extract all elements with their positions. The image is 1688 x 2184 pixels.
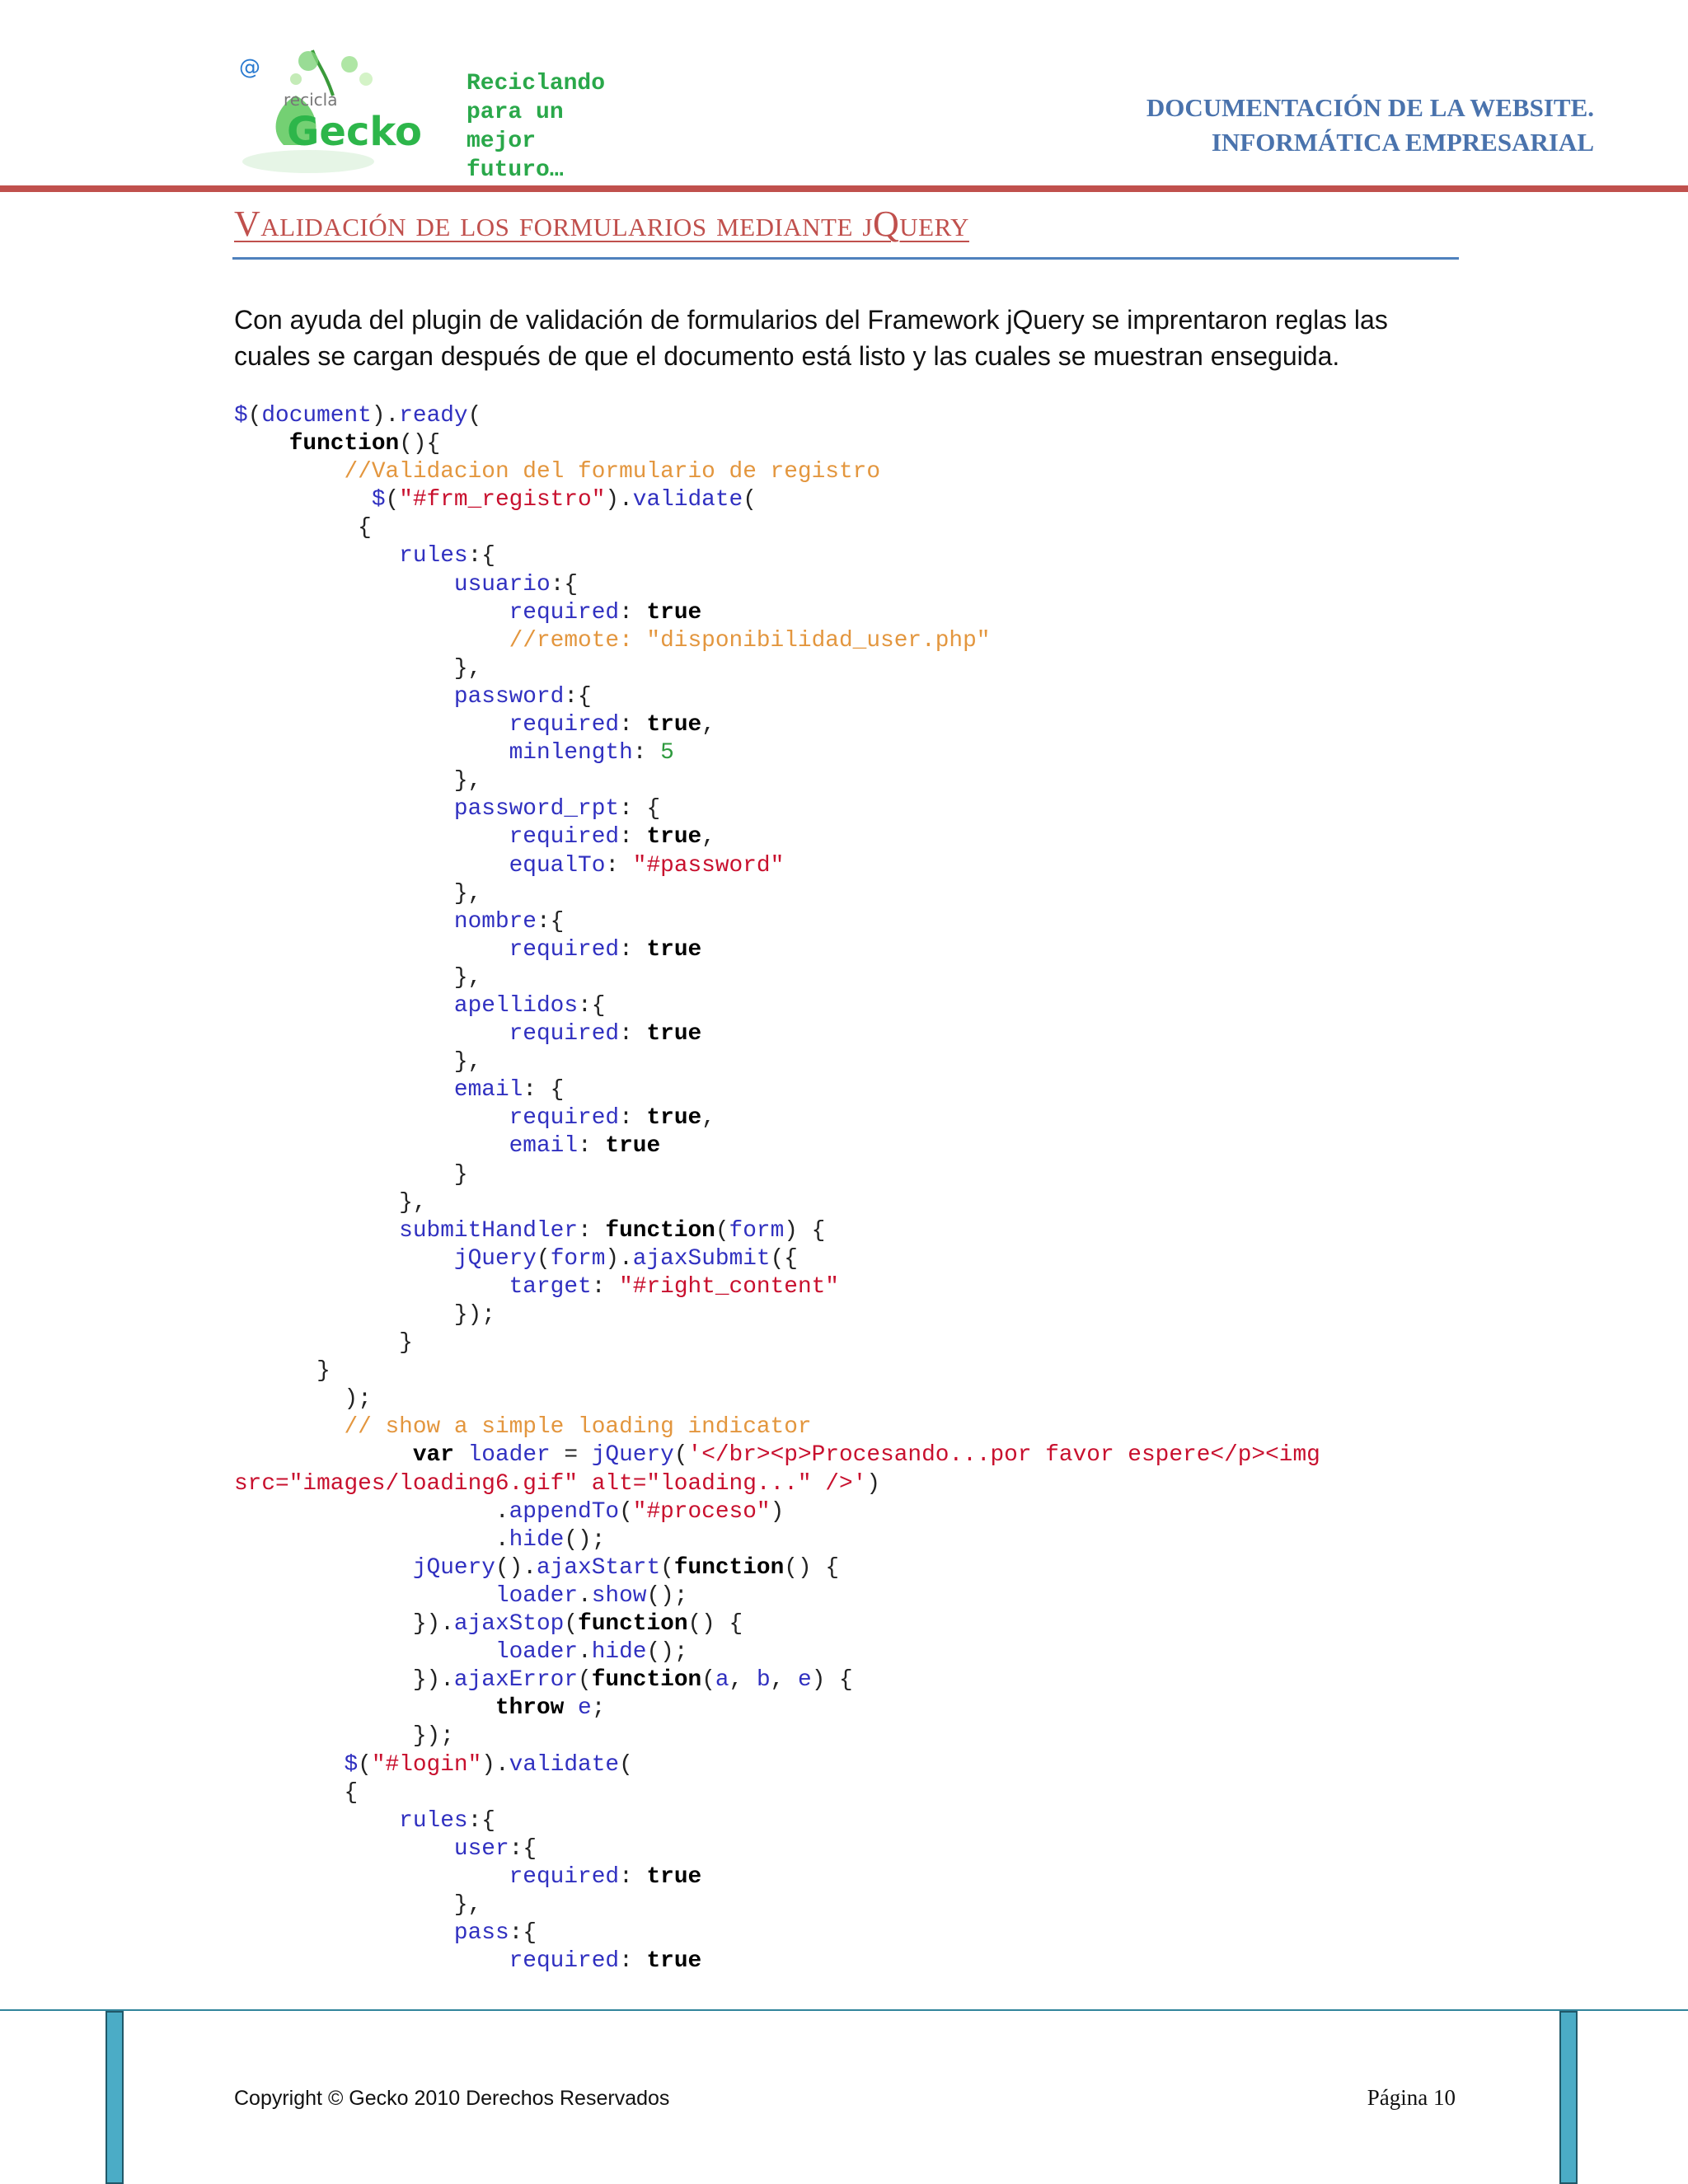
code-token: : [632, 740, 661, 766]
code-token: }, [234, 1049, 482, 1076]
code-line [234, 1638, 1320, 1666]
code-line [234, 1947, 1320, 1975]
code-token: true [646, 824, 702, 851]
footer-divider [0, 2009, 1688, 2011]
code-line [234, 880, 1320, 908]
code-line [234, 1020, 1320, 1048]
code-line [234, 908, 1320, 936]
footer-right-bar [1559, 2011, 1578, 2184]
code-token: show [591, 1582, 647, 1609]
code-line [234, 1666, 1320, 1694]
code-token: //remote: "disponibilidad_user.php" [509, 627, 991, 654]
code-token: e [578, 1695, 592, 1722]
code-token: required [509, 824, 620, 851]
code-token: . [578, 1639, 592, 1666]
code-token [454, 1442, 468, 1468]
code-token: true [646, 1948, 702, 1975]
code-token: }, [234, 1891, 482, 1918]
code-token [234, 684, 454, 710]
code-line [234, 1273, 1320, 1301]
code-token: true [646, 936, 702, 963]
code-token [234, 1555, 413, 1581]
code-token: : [619, 936, 647, 963]
code-line [234, 627, 1320, 655]
code-line [234, 430, 1320, 458]
code-token: loader [495, 1639, 579, 1666]
title-underline-rule [232, 257, 1459, 260]
code-token: b [756, 1667, 771, 1694]
code-token [234, 431, 289, 457]
code-token: ( [358, 1751, 372, 1778]
code-token: . [578, 1582, 592, 1609]
code-token: //Validacion del formulario de registro [344, 459, 881, 485]
intro-paragraph: Con ayuda del plugin de validación de formularios del Framework jQuery se imprentaron reglas las cuales se cargan después de que el documento está listo y las cuales se muestran enseguida. [234, 305, 1388, 371]
code-token: ). [371, 403, 400, 429]
logo-text: Gecko [287, 109, 423, 155]
code-token: ) [866, 1470, 881, 1497]
code-token: ( [619, 1498, 633, 1525]
code-token: ( [578, 1667, 592, 1694]
code-token: :{ [564, 683, 592, 710]
code-token: ). [481, 1751, 509, 1778]
code-token [234, 1583, 495, 1609]
code-line [234, 1357, 1320, 1385]
code-token: : [591, 1273, 620, 1300]
code-token: validate [632, 487, 743, 513]
code-token: , [701, 712, 715, 738]
code-token: ( [701, 1667, 715, 1694]
section-title: Validación de los formularios mediante jQuery [234, 204, 969, 244]
copyright-text: Copyright © Gecko 2010 Derechos Reservados [234, 2087, 670, 2110]
code-line [234, 1722, 1320, 1750]
code-token: }, [234, 768, 482, 794]
code-token: src="images/loading6.gif" alt="loading..." />' [234, 1470, 867, 1497]
code-line [234, 1694, 1320, 1722]
code-token: ( [537, 1245, 551, 1272]
code-token: ( [467, 403, 482, 429]
code-token: required [509, 1863, 620, 1890]
code-line [234, 964, 1320, 992]
code-token [234, 1077, 454, 1103]
code-token [234, 1864, 509, 1890]
code-line [234, 739, 1320, 767]
code-token: ( [743, 487, 757, 513]
code-token [234, 1808, 399, 1834]
code-token: = [550, 1442, 592, 1469]
code-token: (); [646, 1582, 688, 1609]
code-token [234, 600, 509, 626]
code-token: email [509, 1133, 579, 1160]
code-line [234, 599, 1320, 627]
code-token: true [605, 1133, 661, 1160]
code-token [234, 1105, 509, 1131]
code-token: ( [715, 1217, 729, 1244]
slogan-line: mejor [467, 129, 537, 154]
code-token: "#proceso" [632, 1498, 771, 1525]
code-token: : [619, 1021, 647, 1047]
code-line [234, 795, 1320, 823]
code-token [234, 909, 454, 935]
code-line [234, 486, 1320, 514]
code-token [234, 1948, 509, 1974]
code-token [234, 1021, 509, 1047]
slogan-line: para un [467, 100, 564, 125]
header-divider [0, 185, 1688, 192]
code-token [234, 937, 509, 963]
code-line [234, 1132, 1320, 1160]
doc-title-line-2: INFORMÁTICA EMPRESARIAL [1211, 128, 1594, 157]
code-token: :{ [509, 1835, 537, 1862]
code-token: : [619, 1105, 647, 1132]
slogan [467, 69, 605, 185]
code-token: true [646, 1021, 702, 1047]
code-line [234, 1076, 1320, 1104]
code-token: :{ [509, 1920, 537, 1947]
code-token: loader [495, 1582, 579, 1609]
code-token [234, 487, 372, 513]
code-token: }). [234, 1667, 454, 1694]
code-token: : [619, 824, 647, 851]
code-token: 5 [660, 740, 674, 766]
code-token [234, 1246, 454, 1272]
code-token: hide [509, 1526, 565, 1553]
code-token: :{ [467, 1807, 495, 1834]
code-line [234, 1807, 1320, 1835]
code-token: }, [234, 1189, 427, 1216]
code-token: , [770, 1667, 798, 1694]
code-token: $ [371, 487, 386, 513]
code-token: submitHandler [399, 1217, 579, 1244]
code-token: required [509, 1105, 620, 1132]
code-token: jQuery [591, 1442, 674, 1469]
code-line [234, 1751, 1320, 1779]
code-token: ajaxSubmit [632, 1245, 771, 1272]
code-token: validate [509, 1751, 620, 1778]
code-token [234, 796, 454, 822]
code-token: ready [399, 403, 468, 429]
code-token: : [619, 1948, 647, 1975]
code-token: throw [495, 1695, 565, 1722]
code-token: } [234, 1358, 331, 1385]
code-token [234, 628, 509, 654]
code-token [234, 1218, 399, 1244]
code-token: function [605, 1217, 715, 1244]
code-token: :{ [550, 571, 579, 598]
code-token [234, 853, 509, 879]
code-token: '</br><p>Procesando...por favor espere</p><img [687, 1442, 1320, 1469]
code-token: ( [660, 1554, 674, 1581]
code-token: rules [399, 1807, 468, 1834]
code-line [234, 852, 1320, 880]
code-token: : [619, 599, 647, 626]
code-line [234, 571, 1320, 599]
code-token [234, 993, 454, 1019]
code-token: ( [247, 403, 262, 429]
logo-small-text: recicla [284, 90, 338, 110]
document-header-title [1146, 91, 1594, 160]
code-line [234, 1189, 1320, 1217]
slogan-line: Reciclando [467, 71, 606, 96]
code-token: "#right_content" [619, 1273, 839, 1300]
code-line [234, 458, 1320, 486]
code-token [234, 1133, 509, 1159]
code-token: ajaxStop [453, 1611, 565, 1638]
code-token: appendTo [509, 1498, 620, 1525]
code-token: ( [385, 487, 400, 513]
code-token: : [619, 712, 647, 738]
code-token: required [509, 1948, 620, 1975]
code-token: () { [687, 1611, 743, 1638]
code-line [234, 655, 1320, 683]
code-line [234, 1413, 1320, 1441]
code-token [234, 543, 399, 569]
code-token: ) { [811, 1667, 853, 1694]
code-token: : [605, 852, 633, 879]
code-token: form [550, 1245, 606, 1272]
code-line [234, 542, 1320, 570]
code-line [234, 514, 1320, 542]
code-token: (); [564, 1526, 606, 1553]
code-token: required [509, 1021, 620, 1047]
code-line [234, 823, 1320, 851]
code-token: "#password" [632, 852, 785, 879]
code-token: } [234, 1330, 413, 1357]
code-line [234, 1891, 1320, 1919]
code-token: e [798, 1667, 812, 1694]
code-token [234, 1836, 454, 1862]
code-token: (); [646, 1639, 688, 1666]
code-token [234, 1414, 344, 1440]
code-token [234, 824, 509, 850]
code-line [234, 767, 1320, 795]
code-token [234, 1695, 495, 1721]
code-token: "#login" [371, 1751, 482, 1778]
code-token: password_rpt [453, 796, 620, 823]
code-token: loader [467, 1442, 551, 1469]
code-token: : { [523, 1077, 565, 1104]
page-number: Página 10 [1367, 2085, 1456, 2110]
code-token: function [591, 1667, 702, 1694]
code-token: ); [234, 1386, 372, 1413]
code-token: "#frm_registro" [399, 487, 606, 513]
code-token: document [261, 403, 372, 429]
code-token: ajaxError [453, 1667, 579, 1694]
code-line [234, 1385, 1320, 1413]
code-token [234, 1920, 454, 1946]
code-token: equalTo [509, 852, 606, 879]
code-token: }, [234, 655, 482, 682]
code-token: : { [619, 796, 661, 823]
code-token: (). [495, 1554, 537, 1581]
code-token: // show a simple loading indicator [344, 1414, 812, 1441]
code-token: :{ [537, 908, 565, 935]
code-line [234, 1301, 1320, 1329]
code-token: usuario [453, 571, 551, 598]
code-line [234, 1441, 1320, 1469]
code-token [234, 459, 344, 485]
code-line [234, 1245, 1320, 1273]
code-token: pass [453, 1920, 509, 1947]
code-line [234, 1919, 1320, 1947]
code-token: minlength [509, 740, 633, 766]
slogan-line: futuro… [467, 157, 564, 183]
code-token: . [234, 1498, 509, 1525]
code-token: $ [234, 403, 248, 429]
code-token: required [509, 599, 620, 626]
code-token: { [234, 515, 372, 541]
code-line [234, 1863, 1320, 1891]
code-token: : [619, 1863, 647, 1890]
code-token: ) [770, 1498, 785, 1525]
code-token: , [701, 824, 715, 851]
code-token: ajaxStart [537, 1554, 661, 1581]
code-token: , [729, 1667, 757, 1694]
code-token [234, 572, 454, 598]
code-token: user [453, 1835, 509, 1862]
code-token: var [412, 1442, 454, 1469]
code-token: . [234, 1526, 509, 1553]
code-line [234, 1161, 1320, 1189]
code-token: }); [234, 1723, 454, 1750]
code-line [234, 1470, 1320, 1498]
code-token: jQuery [453, 1245, 537, 1272]
code-token: }); [234, 1302, 495, 1328]
code-line [234, 402, 1320, 430]
code-line [234, 1554, 1320, 1582]
code-token: a [715, 1667, 729, 1694]
code-token: true [646, 1863, 702, 1890]
code-token: rules [399, 543, 468, 569]
code-line [234, 1498, 1320, 1526]
code-token [234, 1639, 495, 1665]
code-token: apellidos [453, 992, 579, 1019]
code-token: required [509, 712, 620, 738]
code-token: function [578, 1611, 688, 1638]
code-token: }, [234, 880, 482, 907]
code-token [234, 1752, 344, 1778]
code-token: hide [591, 1639, 647, 1666]
code-token [234, 1442, 413, 1468]
code-token: :{ [578, 992, 606, 1019]
code-token [234, 740, 509, 766]
code-token [234, 1274, 509, 1300]
code-line [234, 1526, 1320, 1554]
code-token: nombre [453, 908, 537, 935]
code-line [234, 1329, 1320, 1357]
code-token [564, 1695, 578, 1721]
code-token: email [453, 1077, 523, 1104]
code-line [234, 1835, 1320, 1863]
code-line [234, 711, 1320, 739]
code-line [234, 1104, 1320, 1132]
code-line [234, 1779, 1320, 1807]
code-line [234, 936, 1320, 964]
code-token: }). [234, 1611, 454, 1638]
code-token: ). [605, 487, 633, 513]
code-token: ). [605, 1245, 633, 1272]
doc-title-line-1: DOCUMENTACIÓN DE LA WEBSITE. [1146, 93, 1594, 122]
code-token: form [729, 1217, 785, 1244]
code-listing [234, 402, 1320, 1975]
code-token: true [646, 712, 702, 738]
code-line [234, 1217, 1320, 1245]
code-token: , [701, 1105, 715, 1132]
code-line [234, 1582, 1320, 1610]
code-line [234, 683, 1320, 711]
code-token: target [509, 1273, 592, 1300]
code-token: required [509, 936, 620, 963]
code-token: $ [344, 1751, 359, 1778]
code-token: ( [564, 1611, 579, 1638]
code-token: : [578, 1217, 606, 1244]
code-token: ({ [770, 1245, 798, 1272]
code-line [234, 1610, 1320, 1638]
code-token: ; [591, 1695, 606, 1722]
svg-text:@: @ [239, 55, 260, 80]
code-token: true [646, 1105, 702, 1132]
code-token: } [234, 1161, 468, 1188]
footer-left-bar [106, 2011, 124, 2184]
code-line [234, 992, 1320, 1020]
code-token: password [453, 683, 565, 710]
code-line [234, 1048, 1320, 1076]
code-token: function [673, 1554, 785, 1581]
code-token [234, 712, 509, 738]
code-token: ( [619, 1751, 633, 1778]
code-token: function [288, 431, 400, 457]
code-token: ) { [784, 1217, 826, 1244]
code-token: jQuery [412, 1554, 495, 1581]
code-token: { [234, 1779, 359, 1806]
code-token: : [578, 1133, 606, 1160]
code-token: }, [234, 964, 482, 991]
code-token: ( [673, 1442, 688, 1469]
code-token: () { [784, 1554, 840, 1581]
code-token: true [646, 599, 702, 626]
code-token: (){ [399, 431, 441, 457]
gecko-logo [234, 46, 432, 178]
code-token: :{ [467, 543, 495, 569]
